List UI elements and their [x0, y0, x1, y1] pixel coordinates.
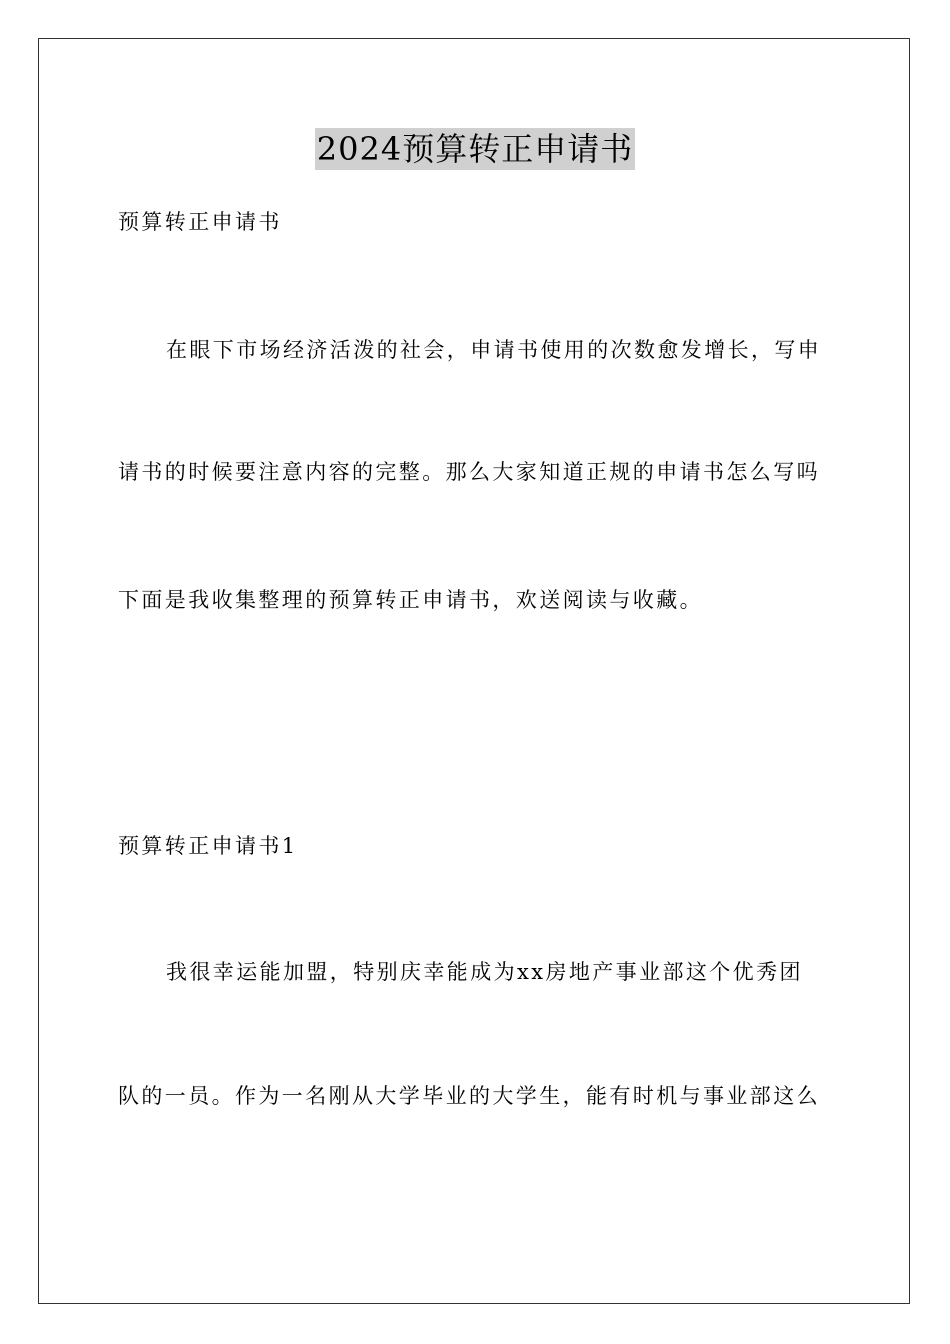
intro-line-1: 在眼下市场经济活泼的社会，申请书使用的次数愈发增长，写申 — [166, 338, 822, 362]
intro-line-2: 请书的时候要注意内容的完整。那么大家知道正规的申请书怎么写吗 — [118, 460, 820, 484]
title-container — [0, 128, 950, 170]
document-subtitle: 预算转正申请书 — [118, 210, 282, 234]
section1-line-1: 我很幸运能加盟，特别庆幸能成为xx房地产事业部这个优秀团 — [166, 960, 803, 984]
section1-heading: 预算转正申请书1 — [118, 834, 298, 858]
section1-line-2: 队的一员。作为一名刚从大学毕业的大学生，能有时机与事业部这么 — [118, 1084, 820, 1108]
intro-line-3: 下面是我收集整理的预算转正申请书，欢送阅读与收藏。 — [118, 588, 703, 612]
document-title: 2024预算转正申请书 — [316, 130, 634, 168]
